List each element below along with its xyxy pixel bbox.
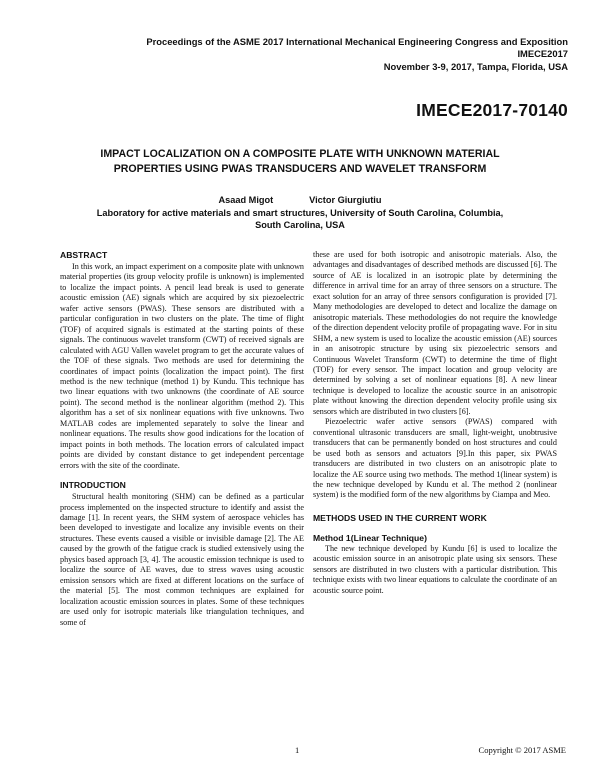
affiliation <box>40 207 560 231</box>
introduction-heading: INTRODUCTION <box>60 480 126 491</box>
author-names <box>40 194 560 206</box>
author-block <box>40 194 560 231</box>
abstract-text: In this work, an impact experiment on a composite plate with unknown material properties (its group velocity profile is unknown) is implemented to localize the impact points. A pencil lead break is used to generate acoustic emission (AE) signals which are acquired by six piezoelectric wafer active sensors (PWAS). These sensors are distributed with a particular configuration in two clusters on the plate. The time of flight (TOF) of acquired signals is estimated at the starting points of these signals. The continuous wavelet transform (CWT) of received signals are calculated with AGU Vallen wavelet program to get the accurate values of the TOF of these signals. Two methods are used for determining the coordinates of impact points (localization the impact point). The first method is the new technique (method 1) by Kundu. This technique has two linear equations with two unknowns (the coordinate of AE source point). The second method is the nonlinear algorithm (method 2). This algorithm has a set of six nonlinear equations with five unknowns. Two MATLAB codes are implemented separately to solve the linear and nonlinear equations. The results show good indications for the location of impact points in both methods. The location errors of calculated impact points are divided by constant distance to get independent percentage errors with the site of the coordinate. <box>60 262 304 470</box>
body-paragraph: Piezoelectric wafer active sensors (PWAS) compared with conventional ultrasonic transducers are small, light-weight, unobtrusive transducers that can be permanently bonded on host structures and could be used both as sensors and actuators [9].In this paper, six PWAS transducers are distributed in two clusters on an anisotropic plate to localize the AE source using two methods. The method 1(linear system) is the new technique developed by Kundu et al. The method 2 (nonlinear system) is the modified form of the new algorithms by Ciampa and Meo. <box>313 417 557 500</box>
title-line-1: IMPACT LOCALIZATION ON A COMPOSITE PLATE WITH UNKNOWN MATERIAL <box>100 148 500 160</box>
proceedings-line: Proceedings of the ASME 2017 International Mechanical Engineering Congress and Exposition <box>146 36 568 47</box>
left-column <box>60 250 304 628</box>
method1-heading: Method 1(Linear Technique) <box>313 532 427 543</box>
conference-dates: November 3-9, 2017, Tampa, Florida, USA <box>383 60 568 72</box>
affiliation-line-2: South Carolina, USA <box>255 220 345 230</box>
introduction-text: Structural health monitoring (SHM) can be defined as a particular process implemented on the inspected structure to identify and assist the damage [1]. In recent years, the SHM system of aerospace vehicles has been developed to investigate and localize any invisible events on their structures. These events caused a visible or invisible damage [2]. The AE caused by the growth of the fatigue crack is studied extensively using the physics based approach [3, 4]. The acoustic emission technique is used to localize the source of AE waves, due to stress waves using acoustic emission sensors which are fixed at different locations on the surface of the material [5]. The most common techniques are explained for localization acoustic emission sources in plates. Some of these techniques are used only for isotropic materials like triangulation techniques, and some of <box>60 492 304 627</box>
body-paragraph: these are used for both isotropic and anisotropic materials. Also, the advantages and disadvantages of described methods are discussed [6]. The source of AE is localized in an isotropic plate by determining the difference in arrival time for an array of three sensors on a structure. The exact solution for an array of three sensors configuration is provided [7]. Many methodologies are developed to detect and localize the damage on anisotropic materials. These methodologies do not require the knowledge of the direction dependent velocity profile of propagating wave. For in situ SHM, a new system is used to localize the acoustic emission (AE) sources in an anisotropic structure by using six piezoelectric sensors and Continuous Wavelet Transform (CWT) to determine the time of flight (TOF) for every sensor. The impact location and group velocity are determined by solving a set of nonlinear equations [8]. A new linear technique is developed to localize the acoustic source in an anisotropic plate without knowing the direction dependent velocity profile using six sensors which are distributed in two clusters [6]. <box>313 250 557 416</box>
author-name: Victor Giurgiutiu <box>309 195 382 205</box>
paper-title <box>40 147 560 177</box>
method1-text: The new technique developed by Kundu [6] is used to localize the acoustic emission source in an anisotropic plate using six sensors. These sensors are distributed in two clusters with a particular distribution. This technique exists with two linear equations to calculate the coordinate of an acoustic source point. <box>313 543 557 595</box>
conference-code: IMECE2017 <box>517 48 568 60</box>
methods-heading: METHODS USED IN THE CURRENT WORK <box>313 512 487 523</box>
page-number: 1 <box>295 745 300 755</box>
proceedings-header <box>146 36 568 73</box>
author-name: Asaad Migot <box>218 195 274 205</box>
affiliation-line-1: Laboratory for active materials and smart structures, University of South Carolina, Columbia, <box>96 208 504 218</box>
copyright: Copyright © 2017 ASME <box>478 745 566 755</box>
abstract-heading: ABSTRACT <box>60 250 108 260</box>
right-column <box>313 250 557 596</box>
title-line-2: PROPERTIES USING PWAS TRANSDUCERS AND WAVELET TRANSFORM <box>113 163 487 175</box>
paper-id: IMECE2017-70140 <box>416 100 568 120</box>
